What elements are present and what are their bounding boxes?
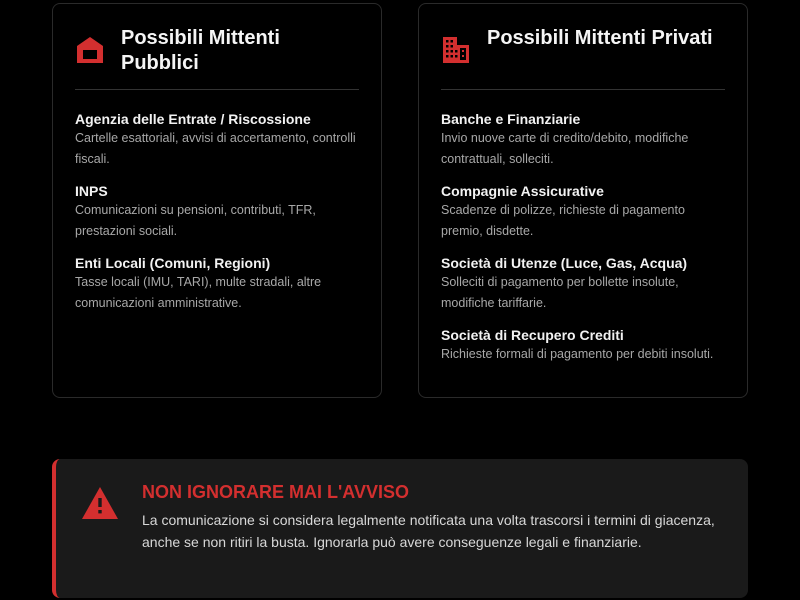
- warning-title: NON IGNORARE MAI L'AVVISO: [142, 482, 409, 502]
- house-icon: [75, 35, 105, 65]
- list-item: [75, 254, 359, 314]
- card-header: [75, 4, 359, 90]
- warning-text: La comunicazione si considera legalmente notificata una volta trascorsi i termini di giacenza, anche se non ritiri la busta. Ignorarla può avere conseguenze legali e finanziarie.: [142, 512, 715, 550]
- entry-desc: Invio nuove carte di credito/debito, modifiche contrattuali, solleciti.: [441, 131, 689, 166]
- entry-desc: Scadenze di polizze, richieste di pagamento premio, disdette.: [441, 203, 685, 238]
- list-item: [441, 254, 725, 314]
- entry-title: Società di Utenze (Luce, Gas, Acqua): [441, 255, 688, 271]
- entry-title: Banche e Finanziarie: [441, 111, 581, 127]
- entry-title: Enti Locali (Comuni, Regioni): [75, 255, 271, 271]
- entry-title: Agenzia delle Entrate / Riscossione: [75, 111, 311, 127]
- entry-desc: Tasse locali (IMU, TARI), multe stradali, altre comunicazioni amministrative.: [75, 275, 322, 310]
- card-title: Possibili Mittenti Pubblici: [121, 27, 280, 74]
- card-header: [441, 4, 725, 90]
- warning-triangle-icon: [80, 485, 120, 521]
- public-senders-card: [52, 3, 382, 398]
- list-item: [441, 326, 725, 365]
- entry-desc: Comunicazioni su pensioni, contributi, TFR, prestazioni sociali.: [75, 203, 316, 238]
- warning-callout: [52, 459, 748, 598]
- entry-desc: Cartelle esattoriali, avvisi di accertamento, controlli fiscali.: [75, 131, 356, 166]
- list-item: [441, 110, 725, 170]
- private-senders-card: [418, 3, 748, 398]
- entry-desc: Solleciti di pagamento per bollette insolute, modifiche tariffarie.: [441, 275, 679, 310]
- list-item: [441, 182, 725, 242]
- building-icon: [441, 35, 471, 65]
- entry-title: Società di Recupero Crediti: [441, 327, 624, 343]
- list-item: [75, 110, 359, 170]
- entry-title: Compagnie Assicurative: [441, 183, 604, 199]
- entry-desc: Richieste formali di pagamento per debiti insoluti.: [441, 347, 714, 361]
- list-item: [75, 182, 359, 242]
- entry-title: INPS: [75, 183, 108, 199]
- card-title: Possibili Mittenti Privati: [487, 27, 713, 49]
